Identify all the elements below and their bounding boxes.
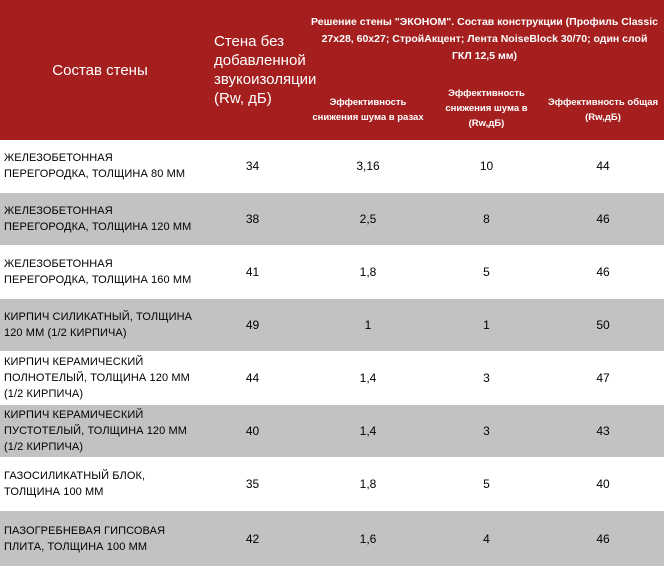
- row-eff-times: 1,4: [305, 352, 431, 405]
- table-row: [0, 405, 664, 458]
- row-eff-db: 4: [431, 511, 542, 567]
- row-eff-db: 5: [431, 458, 542, 511]
- row-eff-times: 1,8: [305, 458, 431, 511]
- row-name: КИРПИЧ КЕРАМИЧЕСКИЙ ПУСТОТЕЛЫЙ, ТОЛЩИНА 120 ММ (1/2 КИРПИЧА): [0, 405, 200, 458]
- row-name: ЖЕЛЕЗОБЕТОННАЯ ПЕРЕГОРОДКА, ТОЛЩИНА 80 ММ: [0, 140, 200, 193]
- row-base-value: 42: [200, 511, 305, 567]
- row-eff-total: 46: [542, 193, 664, 246]
- header-composition: Состав стены: [0, 0, 200, 140]
- row-base-value: 35: [200, 458, 305, 511]
- table-row: [0, 511, 664, 567]
- row-eff-db: 10: [431, 140, 542, 193]
- table-row: [0, 352, 664, 405]
- header-eff-db: Эффективность снижения шума в (Rw,дБ): [431, 76, 542, 140]
- row-name: ЖЕЛЕЗОБЕТОННАЯ ПЕРЕГОРОДКА, ТОЛЩИНА 120 ММ: [0, 193, 200, 246]
- row-eff-total: 50: [542, 299, 664, 352]
- row-eff-times: 2,5: [305, 193, 431, 246]
- row-eff-total: 40: [542, 458, 664, 511]
- header-base-wall: Стена без добавленной звукоизоляции (Rw, дБ): [200, 0, 305, 140]
- row-base-value: 49: [200, 299, 305, 352]
- row-name: КИРПИЧ СИЛИКАТНЫЙ, ТОЛЩИНА 120 ММ (1/2 КИРПИЧА): [0, 299, 200, 352]
- row-eff-times: 1: [305, 299, 431, 352]
- table-row: [0, 299, 664, 352]
- table-row: [0, 458, 664, 511]
- row-eff-times: 1,6: [305, 511, 431, 567]
- row-eff-db: 3: [431, 352, 542, 405]
- row-eff-total: 43: [542, 405, 664, 458]
- row-base-value: 38: [200, 193, 305, 246]
- row-base-value: 41: [200, 246, 305, 299]
- row-name: ЖЕЛЕЗОБЕТОННАЯ ПЕРЕГОРОДКА, ТОЛЩИНА 160 ММ: [0, 246, 200, 299]
- row-eff-total: 46: [542, 246, 664, 299]
- row-eff-times: 1,8: [305, 246, 431, 299]
- row-name: ГАЗОСИЛИКАТНЫЙ БЛОК, ТОЛЩИНА 100 ММ: [0, 458, 200, 511]
- row-base-value: 40: [200, 405, 305, 458]
- row-eff-db: 1: [431, 299, 542, 352]
- row-eff-db: 5: [431, 246, 542, 299]
- row-name: КИРПИЧ КЕРАМИЧЕСКИЙ ПОЛНОТЕЛЫЙ, ТОЛЩИНА 120 ММ (1/2 КИРПИЧА): [0, 352, 200, 405]
- header-eff-total: Эффективность общая (Rw,дБ): [542, 76, 664, 140]
- header-solution: Решение стены "ЭКОНОМ". Состав конструкции (Профиль Classic 27x28, 60x27; СтройАкцент; Лента NoiseBlock 30/70; один слой ГКЛ 12,5 мм): [305, 0, 664, 76]
- table-row: [0, 193, 664, 246]
- row-eff-times: 1,4: [305, 405, 431, 458]
- row-eff-total: 44: [542, 140, 664, 193]
- header-eff-times: Эффективность снижения шума в разах: [305, 76, 431, 140]
- row-eff-times: 3,16: [305, 140, 431, 193]
- row-base-value: 34: [200, 140, 305, 193]
- row-eff-db: 3: [431, 405, 542, 458]
- row-eff-total: 46: [542, 511, 664, 567]
- table-row: [0, 246, 664, 299]
- row-eff-db: 8: [431, 193, 542, 246]
- table-row: [0, 140, 664, 193]
- row-base-value: 44: [200, 352, 305, 405]
- row-name: ПАЗОГРЕБНЕВАЯ ГИПСОВАЯ ПЛИТА, ТОЛЩИНА 100 ММ: [0, 511, 200, 567]
- row-eff-total: 47: [542, 352, 664, 405]
